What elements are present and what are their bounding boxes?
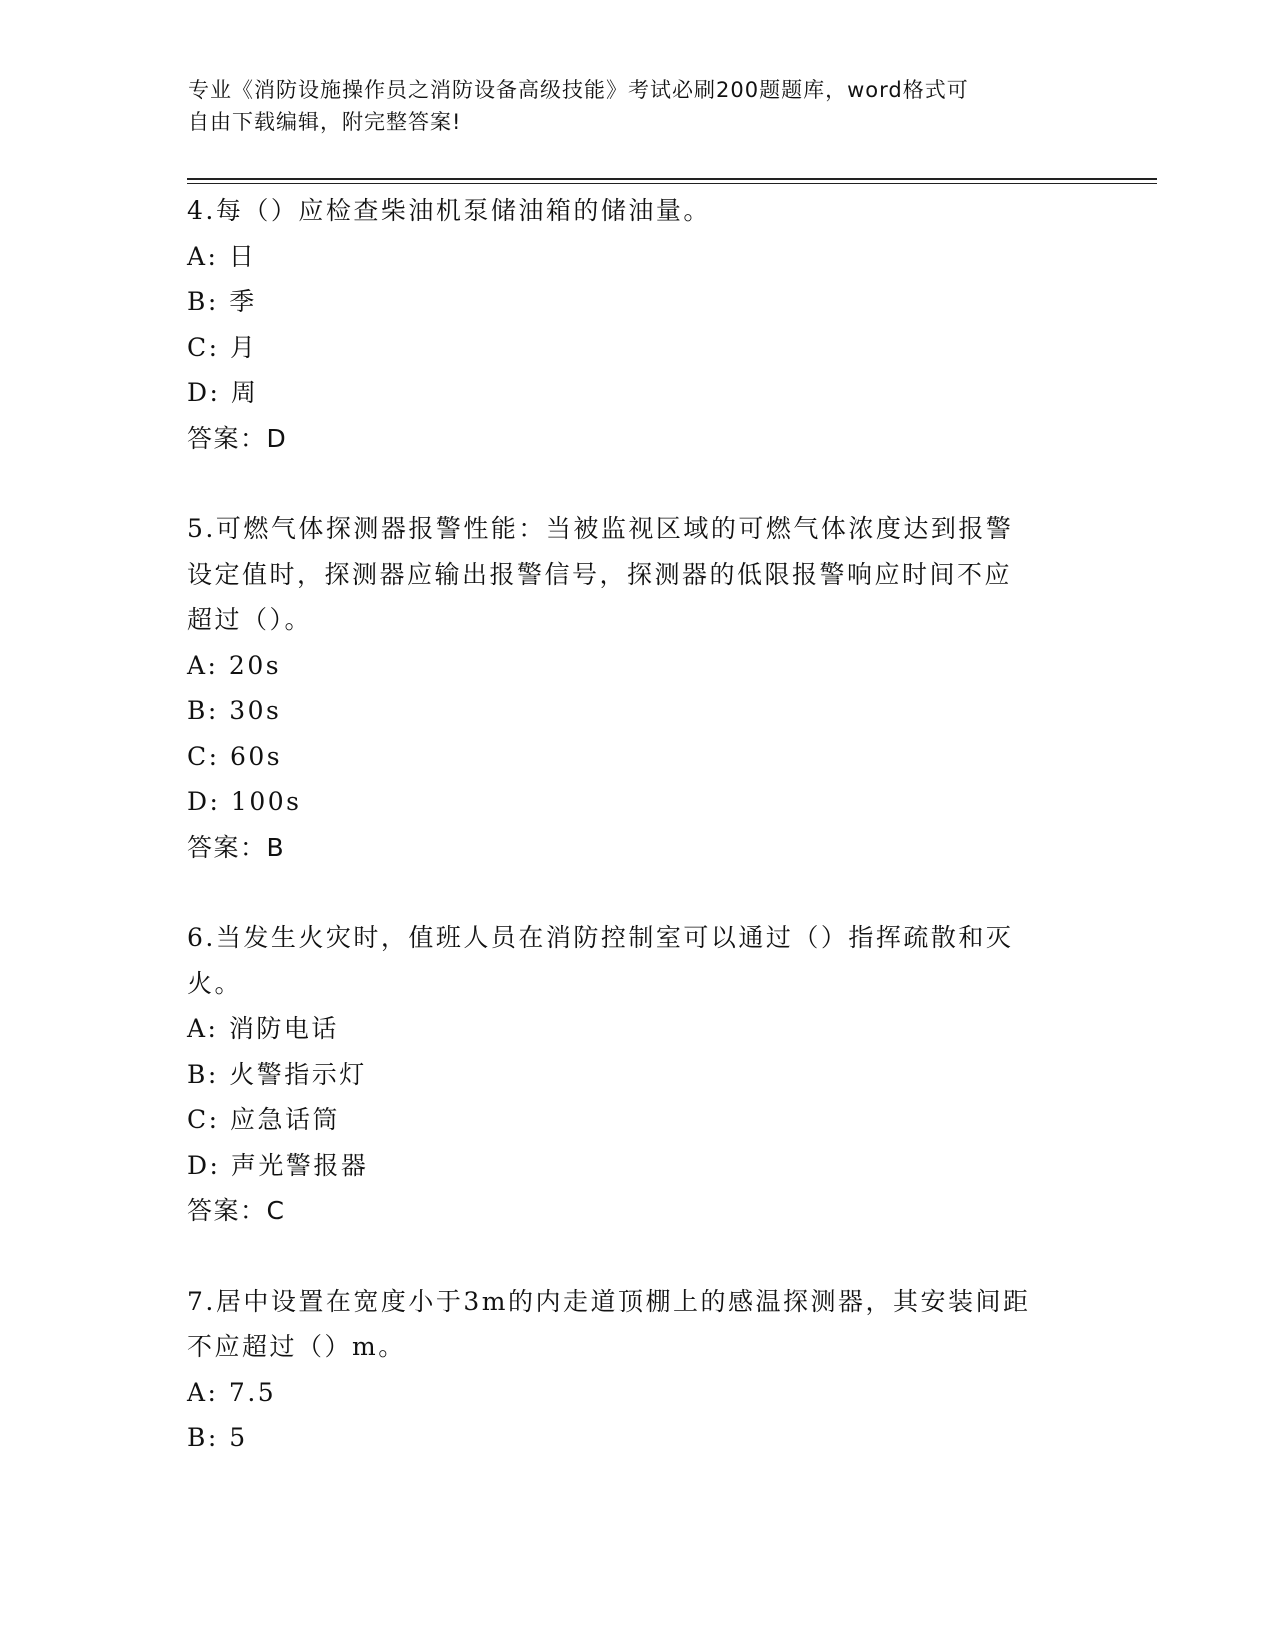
- option-d: D: 声光警报器: [187, 1150, 369, 1180]
- option-a: A: 20s: [187, 650, 282, 680]
- answer-line: 答案：C: [187, 1196, 286, 1225]
- question-stem: [187, 506, 1087, 643]
- stem-line: 4.每（）应检查柴油机泵储油箱的储油量。: [187, 196, 711, 225]
- header-divider-thin: [187, 183, 1157, 184]
- stem-line: 5.可燃气体探测器报警性能：当被监视区域的可燃气体浓度达到报警: [187, 514, 1014, 543]
- question-5: [187, 506, 1087, 870]
- option-d: D: 周: [187, 378, 259, 407]
- option-b: B: 火警指示灯: [187, 1059, 367, 1089]
- question-6: [187, 915, 1087, 1234]
- stem-line: 不应超过（）m。: [187, 1332, 406, 1361]
- stem-line: 火。: [187, 968, 243, 998]
- option-d: D: 100s: [187, 787, 302, 816]
- header-divider-thick: [187, 178, 1157, 180]
- stem-line: 6.当发生火灾时，值班人员在消防控制室可以通过（）指挥疏散和灭: [187, 923, 1014, 952]
- question-7: [187, 1279, 1087, 1461]
- header-line-2: 自由下载编辑，附完整答案!: [188, 110, 462, 134]
- question-stem: [187, 1279, 1087, 1370]
- option-b: B: 30s: [187, 696, 282, 725]
- stem-line: 7.居中设置在宽度小于3m的内走道顶棚上的感温探测器，其安装间距: [187, 1286, 1031, 1316]
- header-line-1: 专业《消防设施操作员之消防设备高级技能》考试必刷200题题库，word格式可: [188, 78, 969, 102]
- question-stem: [187, 915, 1087, 1006]
- option-a: A: 7.5: [187, 1377, 277, 1407]
- option-b: B: 5: [187, 1423, 248, 1452]
- option-c: C: 月: [187, 332, 258, 362]
- answer-line: 答案：D: [187, 423, 288, 453]
- stem-line: 超过（）。: [187, 605, 313, 634]
- question-list: [187, 188, 1087, 1461]
- question-stem: [187, 188, 1087, 234]
- document-header: [188, 74, 1068, 138]
- option-b: B: 季: [187, 287, 257, 316]
- answer-line: 答案：B: [187, 832, 286, 862]
- option-a: A: 消防电话: [187, 1014, 339, 1043]
- option-c: C: 应急话筒: [187, 1105, 340, 1134]
- option-c: C: 60s: [187, 741, 283, 771]
- option-a: A: 日: [187, 241, 257, 271]
- stem-line: 设定值时，探测器应输出报警信号，探测器的低限报警响应时间不应: [187, 559, 1013, 589]
- question-4: [187, 188, 1087, 461]
